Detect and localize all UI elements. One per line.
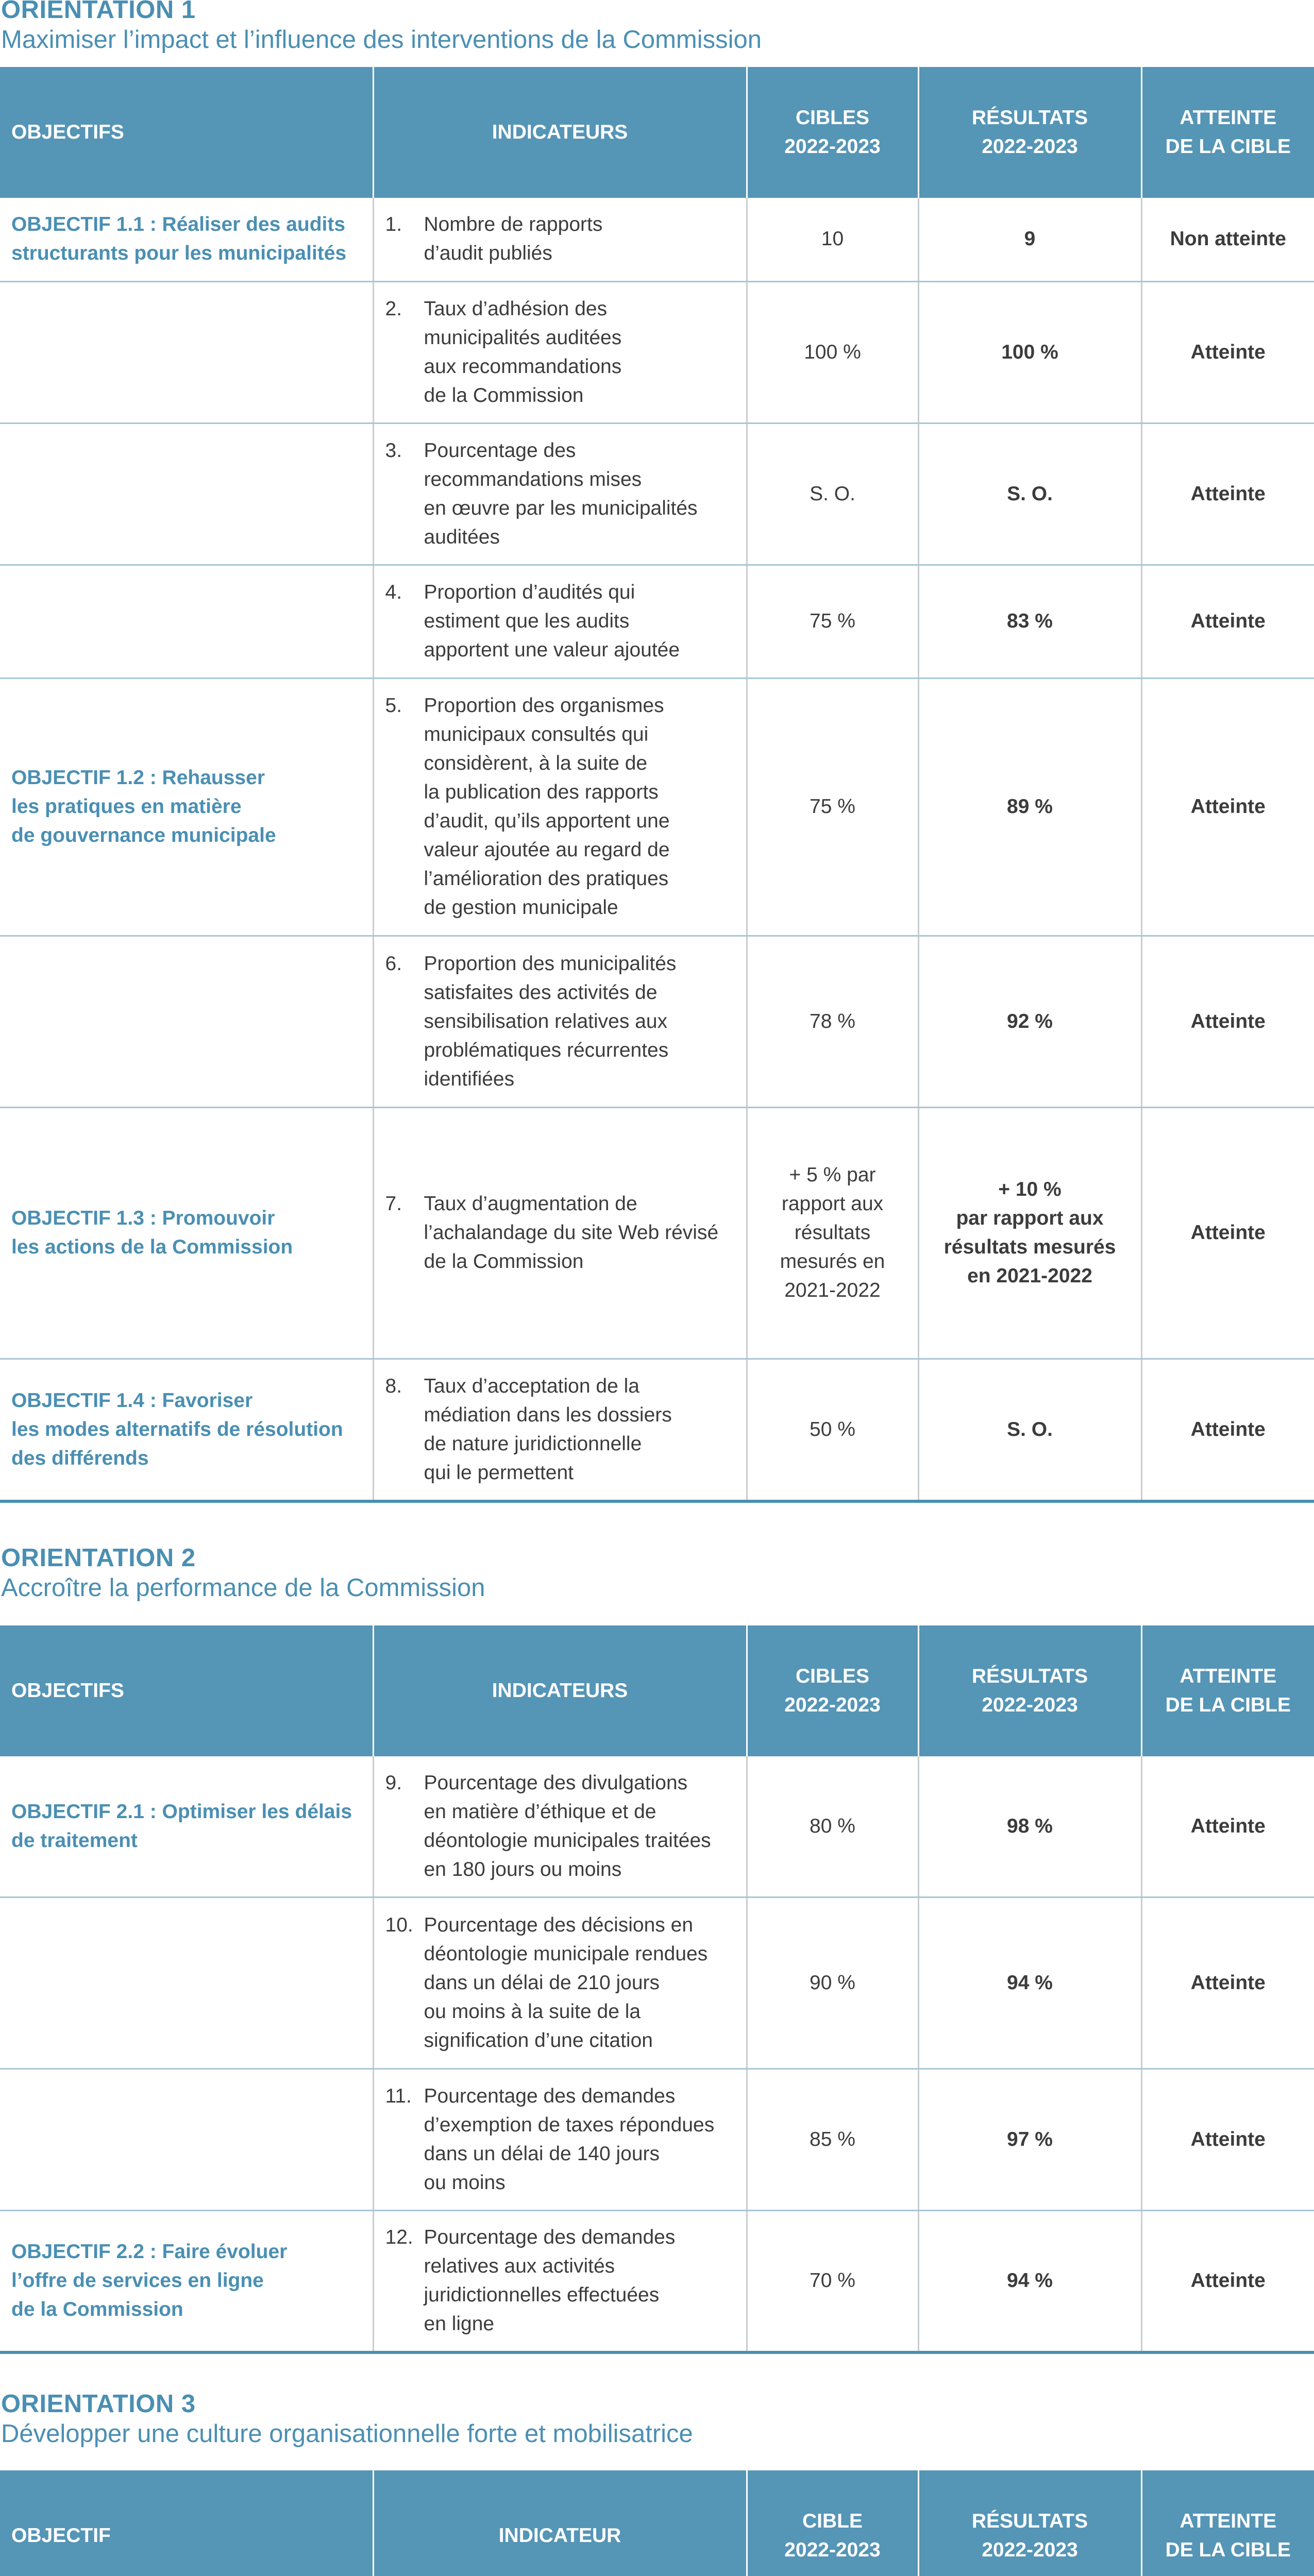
indicator-text: Taux d’adhésion des municipalités auditées aux recommandations de la Commission xyxy=(424,297,622,406)
attainment-cell: Atteinte xyxy=(1141,565,1314,678)
result-cell: 97 % xyxy=(918,2069,1141,2210)
header-indicateurs xyxy=(373,67,747,198)
header-cibles-label: CIBLE 2022-2023 xyxy=(784,2510,881,2561)
result-cell: 100 % xyxy=(918,281,1141,423)
indicator-text: Taux d’acceptation de la médiation dans les dossiers de nature juridictionnelle qui le permettent xyxy=(424,1375,672,1484)
orientation-subtitle: Accroître la performance de la Commission xyxy=(1,1574,485,1602)
indicator-text: Pourcentage des recommandations mises en œuvre par les municipalités auditées xyxy=(424,439,698,548)
attainment-cell: Atteinte xyxy=(1141,678,1314,936)
header-indicateurs-label: INDICATEURS xyxy=(492,121,628,143)
indicator-cell xyxy=(373,281,747,423)
orientation-subtitle: Développer une culture organisationnelle forte et mobilisatrice xyxy=(1,2420,693,2448)
target-cell: 100 % xyxy=(747,281,918,423)
objective-cell xyxy=(0,565,373,678)
objective-cell xyxy=(0,2069,373,2210)
indicator-text: Proportion des municipalités satisfaites des activités de sensibilisation relatives aux problématiques récurrentes identifiées xyxy=(424,952,677,1090)
header-atteinte-label: ATTEINTE DE LA CIBLE xyxy=(1165,1665,1291,1716)
header-objectifs-label: OBJECTIFS xyxy=(11,121,124,143)
indicator-number: 10. xyxy=(385,1913,413,1936)
objective-label: OBJECTIF 2.1 : Optimiser les délais de traitement xyxy=(11,1800,352,1852)
objective-label: OBJECTIF 2.2 : Faire évoluer l’offre de services en ligne de la Commission xyxy=(11,2241,288,2321)
indicator-cell xyxy=(373,678,747,936)
objective-cell xyxy=(0,1359,373,1501)
header-indicateurs-label: INDICATEUR xyxy=(498,2524,621,2547)
header-indicateurs xyxy=(373,2470,747,2576)
orientation-section xyxy=(0,2389,1314,2576)
indicator-number: 9. xyxy=(385,1771,402,1794)
indicator-cell xyxy=(373,1897,747,2069)
objective-cell xyxy=(0,678,373,936)
objectives-table xyxy=(0,1625,1314,2354)
objective-cell xyxy=(0,281,373,423)
objective-label: OBJECTIF 1.4 : Favoriser les modes alternatifs de résolution des différends xyxy=(11,1389,343,1469)
result-cell: S. O. xyxy=(918,423,1141,565)
header-objectifs-label: OBJECTIF xyxy=(11,2524,111,2547)
objectives-table xyxy=(0,2470,1314,2576)
attainment-cell: Atteinte xyxy=(1141,1897,1314,2069)
indicator-cell xyxy=(373,936,747,1107)
target-cell: 80 % xyxy=(747,1756,918,1897)
header-resultats-label: RÉSULTATS 2022-2023 xyxy=(971,2510,1088,2561)
attainment-cell: Atteinte xyxy=(1141,281,1314,423)
header-indicateurs xyxy=(373,1625,747,1756)
header-atteinte-label: ATTEINTE DE LA CIBLE xyxy=(1165,107,1291,158)
target-cell: + 5 % par rapport aux résultats mesurés en 2021-2022 xyxy=(747,1107,918,1359)
header-cibles xyxy=(747,1625,918,1756)
orientation-title: ORIENTATION 3 xyxy=(1,2390,196,2418)
attainment-cell: Atteinte xyxy=(1141,936,1314,1107)
header-resultats xyxy=(918,2470,1141,2576)
header-objectifs xyxy=(0,1625,373,1756)
header-atteinte xyxy=(1141,2470,1314,2576)
indicator-cell xyxy=(373,198,747,281)
target-cell: 50 % xyxy=(747,1359,918,1501)
orientation-section xyxy=(0,1543,1314,2354)
target-cell: 75 % xyxy=(747,678,918,936)
objective-cell xyxy=(0,198,373,281)
indicator-cell xyxy=(373,1756,747,1897)
indicator-number: 7. xyxy=(385,1193,402,1215)
orientation-heading xyxy=(0,2389,1314,2470)
result-cell: 9 xyxy=(918,198,1141,281)
target-cell: 70 % xyxy=(747,2210,918,2352)
attainment-cell: Atteinte xyxy=(1141,1107,1314,1359)
table-row xyxy=(0,2210,1314,2352)
header-resultats xyxy=(918,67,1141,198)
attainment-cell: Atteinte xyxy=(1141,2069,1314,2210)
header-resultats xyxy=(918,1625,1141,1756)
indicator-number: 12. xyxy=(385,2226,413,2249)
result-cell: 83 % xyxy=(918,565,1141,678)
target-cell: 75 % xyxy=(747,565,918,678)
table-row xyxy=(0,2069,1314,2210)
result-cell: 94 % xyxy=(918,1897,1141,2069)
target-cell: 90 % xyxy=(747,1897,918,2069)
header-resultats-label: RÉSULTATS 2022-2023 xyxy=(971,1665,1088,1716)
indicator-text: Pourcentage des décisions en déontologie municipale rendues dans un délai de 210 jours ou moins à la suite de la signification d’une citation xyxy=(424,1913,708,2052)
orientation-heading xyxy=(0,1543,1314,1625)
header-cibles xyxy=(747,67,918,198)
indicator-number: 8. xyxy=(385,1375,402,1397)
objective-label: OBJECTIF 1.1 : Réaliser des audits structurants pour les municipalités xyxy=(11,213,347,265)
objective-label: OBJECTIF 1.2 : Rehausser les pratiques en matière de gouvernance municipale xyxy=(11,767,276,846)
table-row xyxy=(0,1756,1314,1897)
orientation-title: ORIENTATION 1 xyxy=(1,0,196,24)
header-atteinte xyxy=(1141,67,1314,198)
table-row xyxy=(0,565,1314,678)
table-row xyxy=(0,936,1314,1107)
header-cibles xyxy=(747,2470,918,2576)
indicator-cell xyxy=(373,1107,747,1359)
target-cell: 85 % xyxy=(747,2069,918,2210)
objective-cell xyxy=(0,1756,373,1897)
objectives-table xyxy=(0,67,1314,1503)
table-row xyxy=(0,678,1314,936)
table-header-row xyxy=(0,1625,1314,1756)
table-row xyxy=(0,1897,1314,2069)
orientation-heading xyxy=(0,0,1314,67)
table-row xyxy=(0,198,1314,281)
header-objectifs xyxy=(0,2470,373,2576)
indicator-text: Nombre de rapports d’audit publiés xyxy=(424,213,603,265)
header-cibles-label: CIBLES 2022-2023 xyxy=(784,1665,881,1716)
objective-cell xyxy=(0,2210,373,2352)
header-indicateurs-label: INDICATEURS xyxy=(492,1680,628,1702)
attainment-cell: Atteinte xyxy=(1141,1359,1314,1501)
indicator-number: 11. xyxy=(385,2084,412,2107)
indicator-text: Proportion des organismes municipaux consultés qui considèrent, à la suite de la publication des rapports d’audit, qu’ils apportent une valeur ajoutée au regard de l’amélioration des pratiques de gestion municipale xyxy=(424,694,670,919)
orientation-title: ORIENTATION 2 xyxy=(1,1544,196,1572)
table-row xyxy=(0,423,1314,565)
indicator-text: Pourcentage des demandes relatives aux activités juridictionnelles effectuées en ligne xyxy=(424,2226,676,2335)
attainment-cell: Atteinte xyxy=(1141,2210,1314,2352)
attainment-cell: Non atteinte xyxy=(1141,198,1314,281)
attainment-cell: Atteinte xyxy=(1141,1756,1314,1897)
result-cell: 94 % xyxy=(918,2210,1141,2352)
table-row xyxy=(0,281,1314,423)
indicator-number: 1. xyxy=(385,213,402,236)
table-row xyxy=(0,1359,1314,1501)
indicator-text: Pourcentage des divulgations en matière d’éthique et de déontologie municipales traitées en 180 jours ou moins xyxy=(424,1771,711,1880)
header-objectifs xyxy=(0,67,373,198)
result-cell: 89 % xyxy=(918,678,1141,936)
result-cell: + 10 % par rapport aux résultats mesurés en 2021-2022 xyxy=(918,1107,1141,1359)
indicator-cell xyxy=(373,2069,747,2210)
table-header-row xyxy=(0,2470,1314,2576)
header-resultats-label: RÉSULTATS 2022-2023 xyxy=(971,107,1088,158)
objective-cell xyxy=(0,936,373,1107)
header-atteinte xyxy=(1141,1625,1314,1756)
indicator-number: 4. xyxy=(385,581,402,603)
header-cibles-label: CIBLES 2022-2023 xyxy=(784,107,881,158)
header-atteinte-label: ATTEINTE DE LA CIBLE xyxy=(1165,2510,1291,2561)
indicator-number: 2. xyxy=(385,297,402,320)
result-cell: S. O. xyxy=(918,1359,1141,1501)
indicator-cell xyxy=(373,1359,747,1501)
indicator-text: Taux d’augmentation de l’achalandage du site Web révisé de la Commission xyxy=(424,1193,719,1273)
objective-label: OBJECTIF 1.3 : Promouvoir les actions de la Commission xyxy=(11,1207,293,1258)
objective-cell xyxy=(0,1897,373,2069)
table-header-row xyxy=(0,67,1314,198)
objective-cell xyxy=(0,423,373,565)
result-cell: 92 % xyxy=(918,936,1141,1107)
objective-cell xyxy=(0,1107,373,1359)
target-cell: 10 xyxy=(747,198,918,281)
indicator-cell xyxy=(373,2210,747,2352)
target-cell: 78 % xyxy=(747,936,918,1107)
attainment-cell: Atteinte xyxy=(1141,423,1314,565)
header-objectifs-label: OBJECTIFS xyxy=(11,1680,124,1702)
indicator-cell xyxy=(373,565,747,678)
indicator-number: 6. xyxy=(385,952,402,975)
indicator-text: Pourcentage des demandes d’exemption de taxes répondues dans un délai de 140 jours ou moins xyxy=(424,2084,715,2194)
indicator-text: Proportion d’audités qui estiment que les audits apportent une valeur ajoutée xyxy=(424,581,680,661)
result-cell: 98 % xyxy=(918,1756,1141,1897)
indicator-number: 3. xyxy=(385,439,402,462)
indicator-number: 5. xyxy=(385,694,402,717)
indicator-cell xyxy=(373,423,747,565)
orientation-subtitle: Maximiser l’impact et l’influence des interventions de la Commission xyxy=(1,26,762,54)
table-row xyxy=(0,1107,1314,1359)
target-cell: S. O. xyxy=(747,423,918,565)
